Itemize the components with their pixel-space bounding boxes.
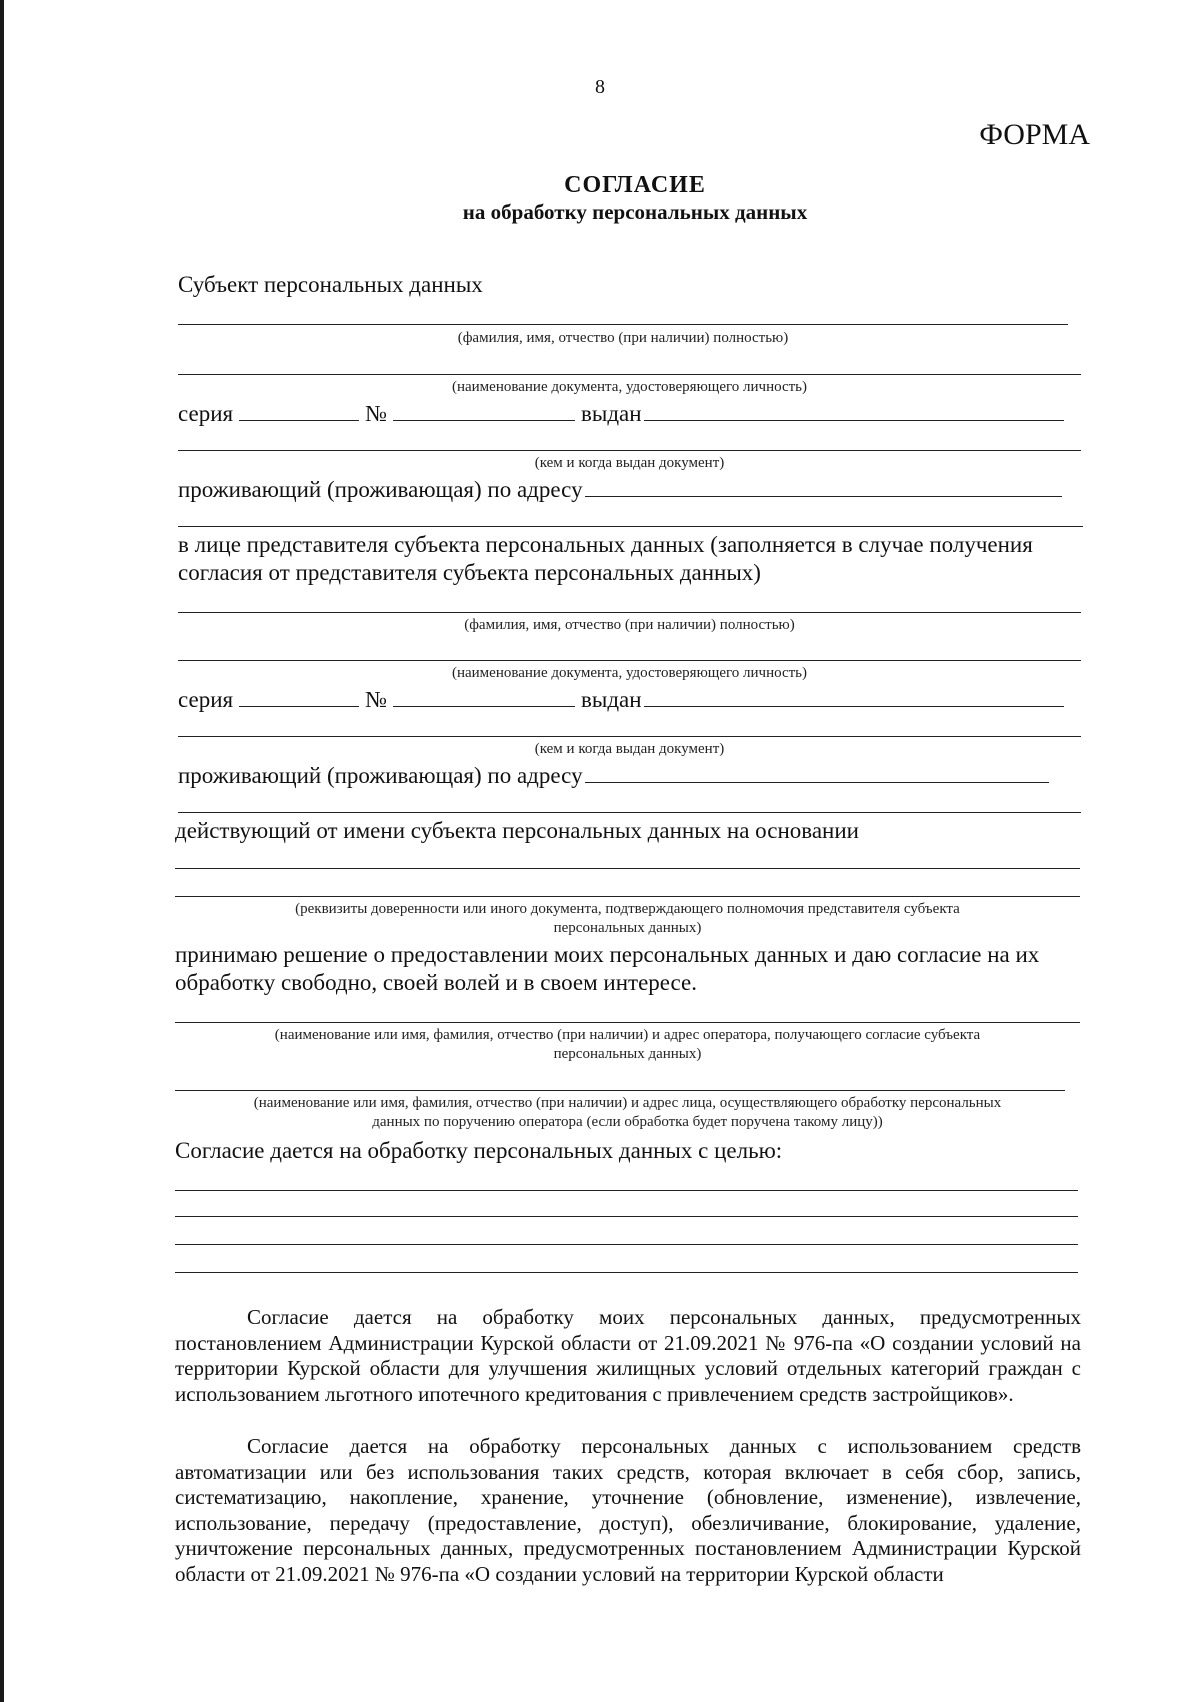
paragraph-2: Согласие дается на обработку персональных данных с использованием средств автоматизации или без использования таких средств, которая включает в себя сбор, запись, систематизацию, накопление, хранение, уточнение (обновление, изменение), извлечение, использование, передачу (предоставление, доступ), обезличивание, блокирование, удаление, уничтожение персональных данных, предусмотренных постановлением Администрации Курской области от 21.09.2021 № 976-па «О создании условий на территории Курской области bbox=[175, 1434, 1081, 1586]
subject-fio-line[interactable] bbox=[178, 324, 1068, 325]
caption-doc: (наименование документа, удостоверяющего личность) bbox=[451, 379, 808, 395]
purpose-line-1[interactable] bbox=[175, 1190, 1078, 1191]
address-field[interactable] bbox=[585, 476, 1062, 497]
subject-address-line-2[interactable] bbox=[178, 526, 1083, 527]
rep-issued-label: выдан bbox=[581, 687, 642, 712]
number-label: № bbox=[365, 401, 388, 426]
subject-issued-line[interactable] bbox=[178, 450, 1081, 451]
subject-label: Субъект персональных данных bbox=[178, 272, 483, 297]
document-title: СОГЛАСИЕ bbox=[564, 172, 706, 198]
form-label: ФОРМА bbox=[979, 118, 1090, 151]
decision-line-1: принимаю решение о предоставлении моих персональных данных и даю согласие на их bbox=[175, 942, 1040, 967]
scan-edge bbox=[0, 0, 4, 1702]
rep-number-label: № bbox=[365, 687, 388, 712]
caption-authority: (реквизиты доверенности или иного документа, подтверждающего полномочия представителя субъекта bbox=[295, 901, 960, 917]
purpose-line-2[interactable] bbox=[175, 1216, 1078, 1217]
caption-issued-by: (кем и когда выдан документ) bbox=[534, 455, 725, 471]
rep-address-line-2[interactable] bbox=[178, 812, 1081, 813]
decision-line-2: обработку свободно, своей волей и в своем интересе. bbox=[175, 970, 698, 995]
rep-address-field[interactable] bbox=[585, 762, 1049, 783]
caption-operator: (наименование или имя, фамилия, отчество (при наличии) и адрес оператора, получающего согласие субъекта bbox=[274, 1027, 981, 1043]
issued-field[interactable] bbox=[644, 400, 1064, 421]
purpose-label: Согласие дается на обработку персональных данных с целью: bbox=[175, 1138, 783, 1163]
purpose-line-4[interactable] bbox=[175, 1272, 1078, 1273]
series-field[interactable] bbox=[239, 400, 359, 421]
rep-number-field[interactable] bbox=[393, 686, 575, 707]
issued-label: выдан bbox=[581, 401, 642, 426]
rep-series-label: серия bbox=[178, 687, 234, 712]
caption-rep-issued-by: (кем и когда выдан документ) bbox=[534, 741, 725, 757]
series-label: серия bbox=[178, 401, 234, 426]
rep-residing-label: проживающий (проживающая) по адресу bbox=[178, 763, 583, 788]
caption-processor: (наименование или имя, фамилия, отчество (при наличии) и адрес лица, осуществляющего обработку персональных bbox=[253, 1095, 1002, 1111]
caption-authority-2: персональных данных) bbox=[553, 920, 702, 936]
paragraph-1: Согласие дается на обработку моих персональных данных, предусмотренных постановлением Администрации Курской области от 21.09.2021 № 976-па «О создании условий на территории Курской области для улучшения жилищных условий отдельных категорий граждан с использованием льготного ипотечного кредитования с привлечением средств застройщиков». bbox=[175, 1305, 1081, 1406]
caption-rep-fio: (фамилия, имя, отчество (при наличии) полностью) bbox=[464, 617, 795, 633]
purpose-line-3[interactable] bbox=[175, 1244, 1078, 1245]
residing-label: проживающий (проживающая) по адресу bbox=[178, 477, 583, 502]
authority-line-1[interactable] bbox=[175, 868, 1080, 869]
page-number: 8 bbox=[595, 76, 605, 98]
operator-line[interactable] bbox=[175, 1022, 1080, 1023]
caption-fio: (фамилия, имя, отчество (при наличии) полностью) bbox=[457, 330, 789, 346]
rep-series-field[interactable] bbox=[239, 686, 359, 707]
authority-line-2[interactable] bbox=[175, 896, 1080, 897]
rep-doc-line[interactable] bbox=[178, 660, 1081, 661]
representative-line-1: в лице представителя субъекта персональных данных (заполняется в случае получения bbox=[178, 532, 1033, 557]
caption-operator-2: персональных данных) bbox=[553, 1046, 702, 1062]
caption-processor-2: данных по поручению оператора (если обработка будет поручена такому лицу)) bbox=[372, 1114, 883, 1130]
representative-line-2: согласия от представителя субъекта персональных данных) bbox=[178, 560, 761, 585]
caption-rep-doc: (наименование документа, удостоверяющего личность) bbox=[451, 665, 808, 681]
rep-issued-field[interactable] bbox=[644, 686, 1064, 707]
number-field[interactable] bbox=[393, 400, 575, 421]
document-subtitle: на обработку персональных данных bbox=[462, 200, 808, 224]
rep-fio-line[interactable] bbox=[178, 612, 1081, 613]
subject-doc-line[interactable] bbox=[178, 374, 1081, 375]
rep-address-row bbox=[178, 762, 1055, 789]
rep-doc-row bbox=[178, 686, 1070, 713]
subject-doc-row bbox=[178, 400, 1070, 427]
subject-address-row bbox=[178, 476, 1068, 503]
rep-issued-line[interactable] bbox=[178, 736, 1081, 737]
processor-line[interactable] bbox=[175, 1090, 1065, 1091]
acting-label: действующий от имени субъекта персональных данных на основании bbox=[175, 818, 859, 843]
